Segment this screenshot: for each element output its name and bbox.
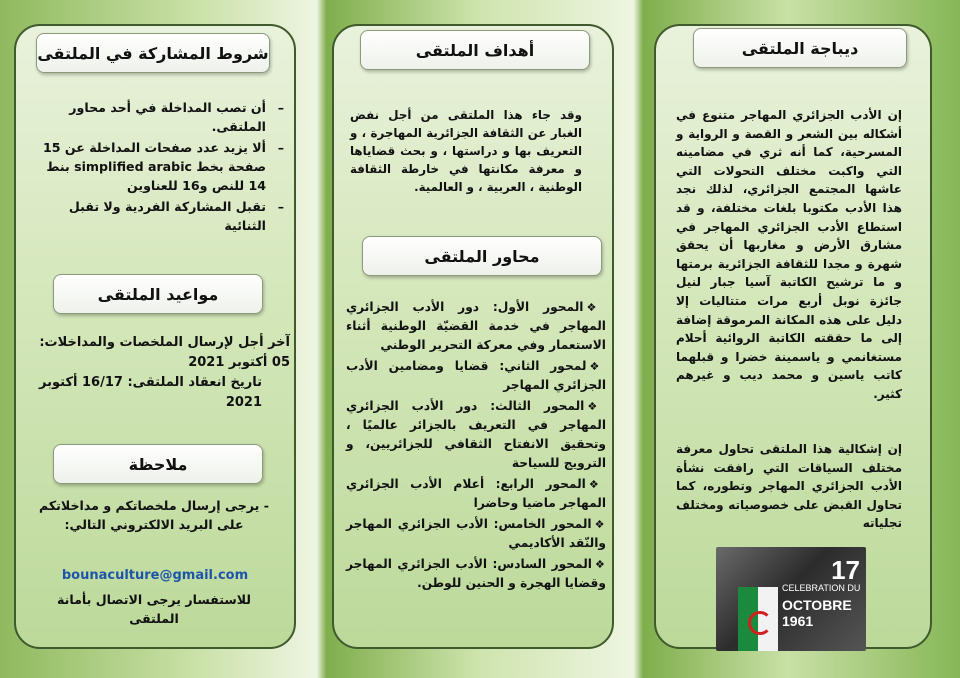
algeria-flag-icon — [738, 587, 778, 651]
goals-text: وقد جاء هذا الملتقى من أجل نفض الغبار عن الثقافة الجزائرية المهاجرة ، و التعريف بها و دراستها ، و بحث قضاياها و معرفة مكانتها في خارطة الثقافة الوطنية ، العربية ، و العالمية. — [350, 108, 582, 194]
axis-item: ❖المحور الرابع: أعلام الأدب الجزائري المهاجر ماضيا وحاضرا — [346, 477, 606, 510]
event-date-text: تاريخ انعقاد الملتقى: 16/17 أكتوبر 2021 — [39, 375, 262, 410]
condition-item: – تقبل المشاركة الفردية ولا تقبل الثنائية — [42, 197, 286, 235]
diamond-icon: ❖ — [586, 301, 606, 314]
deadline-text: آخر أجل لإرسال الملخصات والمداخلات: 05 أكتوبر 2021 — [39, 335, 290, 370]
axes-list — [346, 298, 606, 595]
contact-email-link[interactable]: bounaculture@gmail.com — [61, 568, 249, 583]
diamond-icon: ❖ — [594, 518, 606, 531]
preamble-text: إن الأدب الجزائري المهاجر متنوع في أشكاله بين الشعر و القصة و الرواية و المسرحية، كما أنه ثري في مضامينه التي واكبت مختلف التحولات التي عاشها المجتمع الجزائري، لذلك نجد هذا الأدب مكتوبا بلغات مختلفة، و قد استطاع الأدب الجزائري المهاجر في مشارق الأرض و مغاربها أن يحقق شهرة و مجدا للثقافة الجزائرية برمتها و ما ترشيح الكاتبة آسيا جبار لنيل جائزة نوبل أربع مرات متتاليات إلا دليل على هذه المكانة المرموقة إضافة إلى ما حققته الكاتبة الروائية أحلام مستغانمي و ياسمينة خضرا و قبلهما كاتب ياسين و محمد ديب و غيرهم كثير. — [676, 108, 902, 401]
diamond-icon: ❖ — [594, 558, 606, 571]
goals-title: أهداف الملتقى — [360, 30, 590, 70]
diamond-icon: ❖ — [588, 478, 606, 491]
conditions-list — [42, 98, 286, 237]
preamble-title: ديباجة الملتقى — [693, 28, 907, 68]
axis-item: ❖المحور الثالث: دور الأدب الجزائري المهاجر في التعريف بالجزائر عالميًا ، وتحقيق الانفتاح الثقافي للجزائريين، و الترويج للسياحة — [346, 399, 606, 470]
axis-item: ❖المحور السادس: الأدب الجزائري المهاجر وقضايا الهجرة و الحنين للوطن. — [346, 557, 606, 590]
october-17-image — [716, 547, 866, 651]
axes-title: محاور الملتقى — [362, 236, 602, 276]
note-title: ملاحظة — [53, 444, 263, 484]
problem-text: إن إشكالية هذا الملتقى تحاول معرفة مختلف السياقات التي رافقت نشأة الأدب الجزائري المهاجر وتطوره، كما تحاول القبض على خصوصياته ومختلف تجلياته — [676, 442, 902, 531]
condition-item: – أن تصب المداخلة في أحد محاور الملتقى. — [42, 98, 286, 136]
axis-item: ❖المحور الأول: دور الأدب الجزائري المهاجر في خدمة القضيّة الوطنية أثناء الاستعمار وفي معركة التحرير الوطني — [346, 300, 606, 352]
diamond-icon: ❖ — [587, 400, 606, 413]
image-number: 17 — [831, 555, 860, 585]
axis-item: ❖المحور الخامس: الأدب الجزائري المهاجر والنّقد الأكاديمي — [346, 517, 606, 550]
image-caption-big: OCTOBRE 1961 — [782, 597, 852, 629]
axis-item: ❖لمحور الثاني: قضايا ومضامين الأدب الجزائري المهاجر — [346, 359, 606, 392]
note-text: - يرجى إرسال ملخصاتكم و مداخلاتكم على البريد الالكتروني التالي: — [38, 498, 269, 532]
diamond-icon: ❖ — [589, 360, 606, 373]
dates-title: مواعيد الملتقى — [53, 274, 263, 314]
conditions-title: شروط المشاركة في الملتقى — [36, 33, 270, 73]
contact-note: للاستفسار يرجى الاتصال بأمانة الملتقى — [56, 592, 252, 626]
dates-list — [28, 333, 290, 413]
condition-item: – ألا يزيد عدد صفحات المداخلة عن 15 صفحة بخط simplified arabic بنط 14 للنص و16 للعناوين — [42, 138, 286, 195]
image-caption-small: CELEBRATION DU — [782, 583, 861, 593]
